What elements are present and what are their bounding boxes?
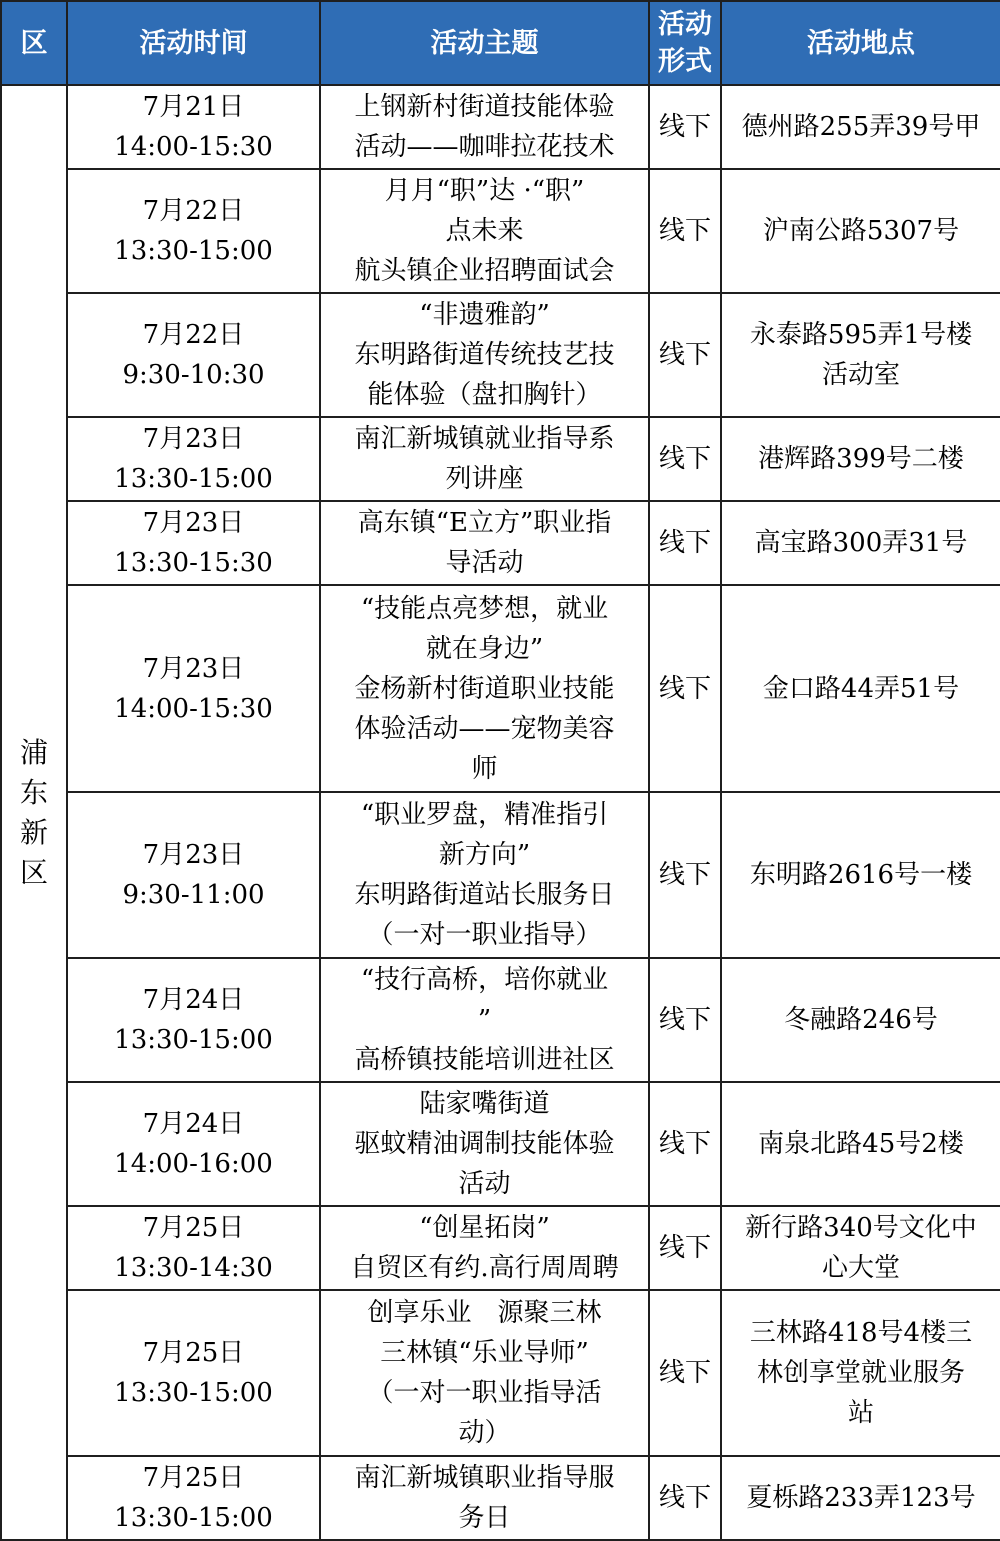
format-cell: 线下 (649, 501, 721, 585)
activity-date: 7月25日 (142, 1213, 245, 1243)
theme-line: 能体验（盘扣胸针） (367, 380, 602, 410)
activity-date: 7月22日 (142, 196, 245, 226)
location-cell (721, 417, 1000, 501)
theme-line: “非遗雅韵” (419, 300, 550, 330)
table-row (1, 1206, 1000, 1290)
time-cell (67, 958, 320, 1082)
theme-line: 东明路街道站长服务日 (354, 880, 615, 910)
location-line: 新行路340号文化中 (745, 1213, 977, 1243)
theme-line: （一对一职业指导） (367, 920, 602, 950)
time-cell (67, 1206, 320, 1290)
theme-line: “职业罗盘，精准指引 (360, 800, 609, 830)
format-cell: 线下 (649, 85, 721, 169)
format-cell: 线下 (649, 1206, 721, 1290)
table-body (1, 85, 1000, 1540)
location-line: 港辉路399号二楼 (758, 444, 964, 474)
theme-cell (320, 958, 649, 1082)
location-line: 金口路44弄51号 (762, 673, 960, 704)
location-line: 夏栎路233弄123号 (746, 1483, 976, 1513)
header-format (649, 1, 721, 85)
theme-cell (320, 169, 649, 293)
location-cell (721, 85, 1000, 169)
location-line: 高宝路300弄31号 (754, 528, 968, 558)
theme-cell (320, 1082, 649, 1206)
format-cell: 线下 (649, 293, 721, 417)
table-row (1, 792, 1000, 958)
table-row (1, 169, 1000, 293)
activity-date: 7月22日 (142, 320, 245, 350)
theme-line: 东明路街道传统技艺技 (354, 340, 615, 370)
location-line: 永泰路595弄1号楼 (749, 320, 973, 350)
theme-line: 创享乐业 源聚三林 (367, 1298, 602, 1328)
activity-time: 13:30-15:00 (114, 1503, 273, 1533)
activity-date: 7月23日 (142, 840, 245, 870)
time-cell (67, 501, 320, 585)
theme-line: 就在身边” (425, 633, 544, 664)
district-cell (1, 85, 67, 1540)
location-line: 林创享堂就业服务 (756, 1358, 965, 1388)
activity-time: 14:00-15:30 (114, 693, 273, 724)
time-cell (67, 417, 320, 501)
theme-line: 金杨新村街道职业技能 (354, 673, 615, 704)
theme-cell (320, 1456, 649, 1540)
location-cell (721, 293, 1000, 417)
theme-line: 师 (471, 753, 498, 784)
format-cell: 线下 (649, 1290, 721, 1456)
header-format-line: 活动 (658, 9, 712, 40)
theme-line: 上钢新村街道技能体验 (354, 92, 615, 122)
location-cell (721, 169, 1000, 293)
theme-cell (320, 417, 649, 501)
activity-date: 7月25日 (142, 1463, 245, 1493)
format-cell: 线下 (649, 169, 721, 293)
theme-line: 新方向” (438, 840, 531, 870)
theme-cell (320, 85, 649, 169)
theme-line: 月月“职”达 ·“职” (384, 176, 585, 206)
location-cell (721, 1082, 1000, 1206)
theme-line: 体验活动——宠物美容 (354, 713, 615, 744)
theme-line: 列讲座 (445, 464, 524, 494)
header-district: 区 (1, 1, 67, 85)
table-row (1, 293, 1000, 417)
theme-line: 导活动 (445, 548, 524, 578)
theme-cell (320, 1290, 649, 1456)
activity-date: 7月24日 (142, 985, 245, 1015)
table-row (1, 417, 1000, 501)
theme-line: 自贸区有约.高行周周聘 (350, 1253, 619, 1283)
location-line: 东明路2616号一楼 (749, 860, 973, 890)
theme-line: 高东镇“E立方”职业指 (357, 508, 612, 538)
theme-cell (320, 1206, 649, 1290)
theme-line: （一对一职业指导活 (367, 1378, 602, 1408)
theme-line: 南汇新城镇职业指导服 (354, 1463, 615, 1493)
theme-cell (320, 585, 649, 792)
activity-time: 14:00-16:00 (114, 1149, 273, 1179)
format-cell: 线下 (649, 417, 721, 501)
theme-cell (320, 501, 649, 585)
time-cell (67, 585, 320, 792)
district-name: 浦东新区 (19, 735, 48, 889)
table-row (1, 585, 1000, 792)
location-cell (721, 1290, 1000, 1456)
header-format-line: 形式 (658, 46, 712, 77)
activity-date: 7月24日 (142, 1109, 245, 1139)
theme-cell (320, 293, 649, 417)
theme-cell (320, 792, 649, 958)
format-cell: 线下 (649, 958, 721, 1082)
activity-time: 13:30-14:30 (114, 1253, 273, 1283)
theme-line: 三林镇“乐业导师” (380, 1338, 589, 1368)
time-cell (67, 293, 320, 417)
time-cell (67, 1290, 320, 1456)
theme-line: 活动——咖啡拉花技术 (354, 132, 615, 162)
location-cell (721, 501, 1000, 585)
location-cell (721, 585, 1000, 792)
location-cell (721, 1456, 1000, 1540)
theme-line: 航头镇企业招聘面试会 (354, 256, 615, 286)
header-theme: 活动主题 (320, 1, 649, 85)
table-row (1, 1082, 1000, 1206)
time-cell (67, 85, 320, 169)
theme-line: ” (477, 1005, 492, 1035)
table-row (1, 85, 1000, 169)
activity-time: 14:00-15:30 (114, 132, 273, 162)
format-cell: 线下 (649, 792, 721, 958)
time-cell (67, 1082, 320, 1206)
activity-time: 9:30-11:00 (122, 880, 265, 910)
activity-date: 7月23日 (142, 508, 245, 538)
theme-line: 陆家嘴街道 (419, 1089, 550, 1119)
location-line: 活动室 (821, 360, 900, 390)
format-cell: 线下 (649, 1456, 721, 1540)
table-row (1, 1456, 1000, 1540)
table-row (1, 1290, 1000, 1456)
location-line: 冬融路246号 (784, 1005, 938, 1035)
activity-date: 7月23日 (142, 653, 245, 684)
activity-time: 13:30-15:00 (114, 1378, 273, 1408)
activity-date: 7月23日 (142, 424, 245, 454)
theme-line: “技行高桥，培你就业 (360, 965, 609, 995)
table-row (1, 958, 1000, 1082)
theme-line: 动） (458, 1418, 511, 1448)
activity-time: 13:30-15:00 (114, 1025, 273, 1055)
location-cell (721, 958, 1000, 1082)
header-row (1, 1, 1000, 85)
activity-time: 9:30-10:30 (122, 360, 265, 390)
theme-line: 务日 (458, 1503, 511, 1533)
location-line: 心大堂 (821, 1253, 900, 1283)
location-line: 沪南公路5307号 (762, 216, 960, 246)
location-cell (721, 1206, 1000, 1290)
location-line: 站 (847, 1398, 874, 1428)
location-cell (721, 792, 1000, 958)
theme-line: 高桥镇技能培训进社区 (354, 1045, 615, 1075)
time-cell (67, 1456, 320, 1540)
location-line: 德州路255弄39号甲 (741, 112, 981, 142)
theme-line: 南汇新城镇就业指导系 (354, 424, 615, 454)
time-cell (67, 169, 320, 293)
format-cell: 线下 (649, 585, 721, 792)
format-cell: 线下 (649, 1082, 721, 1206)
activity-time: 13:30-15:30 (114, 548, 273, 578)
theme-line: “创星拓岗” (419, 1213, 550, 1243)
activity-date: 7月25日 (142, 1338, 245, 1368)
activity-date: 7月21日 (142, 92, 245, 122)
theme-line: 驱蚊精油调制技能体验 (354, 1129, 615, 1159)
theme-line: 活动 (458, 1169, 511, 1199)
time-cell (67, 792, 320, 958)
activity-time: 13:30-15:00 (114, 236, 273, 266)
activity-time: 13:30-15:00 (114, 464, 273, 494)
header-time: 活动时间 (67, 1, 320, 85)
location-line: 南泉北路45号2楼 (758, 1129, 964, 1159)
header-location: 活动地点 (721, 1, 1000, 85)
theme-line: 点未来 (445, 216, 524, 246)
location-line: 三林路418号4楼三 (749, 1318, 973, 1348)
theme-line: “技能点亮梦想，就业 (360, 593, 609, 624)
table-row (1, 501, 1000, 585)
